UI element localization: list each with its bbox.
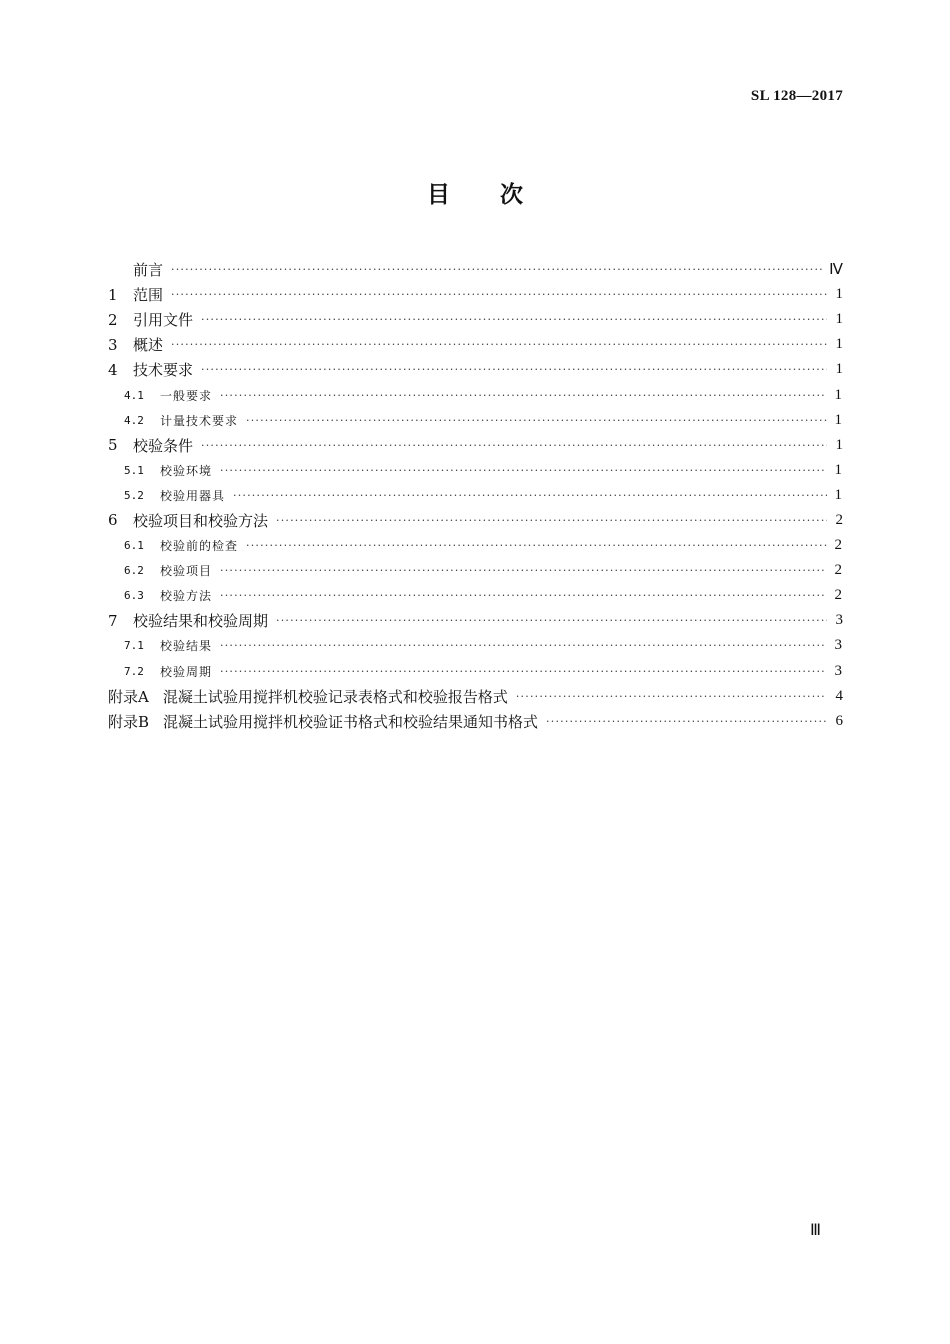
toc-leader-dots [546,715,827,728]
toc-entry[interactable] [108,583,843,608]
toc-entry[interactable] [108,332,843,357]
toc-entry-number: 6.2 [124,564,144,578]
toc-entry-page: 2 [834,562,843,579]
toc-entry-title: 技术要求 [133,361,194,380]
toc-entry[interactable] [108,382,843,407]
toc-entry[interactable] [108,684,843,709]
toc-entry-title: 前言 [133,261,164,280]
toc-leader-dots [201,439,827,452]
toc-entry-title: 概述 [133,336,164,355]
toc-entry-title: 混凝土试验用搅拌机校验证书格式和校验结果通知书格式 [163,712,539,731]
toc-entry[interactable] [108,458,843,483]
toc-entry-title: 校验结果和校验周期 [133,612,269,631]
toc-leader-dots [220,564,827,577]
toc-entry-title: 一般要求 [160,388,213,403]
toc-entry-page: Ⅳ [829,262,843,279]
toc-leader-dots [201,313,827,326]
toc-entry-number: 6.1 [124,539,144,553]
toc-leader-dots [220,665,827,678]
toc-entry-number: 附录B [108,712,150,731]
toc-entry[interactable] [108,282,843,307]
table-of-contents [108,257,843,734]
toc-entry-page: 1 [835,336,843,353]
toc-leader-dots [233,489,827,502]
page-title [0,176,950,209]
toc-entry-number: 4 [108,360,118,379]
toc-entry-number: 7 [108,611,118,630]
toc-entry-page: 2 [834,587,843,604]
toc-leader-dots [276,514,827,527]
page-title-left: 目 [427,182,450,208]
toc-entry[interactable] [108,357,843,382]
toc-entry-title: 校验方法 [160,589,213,604]
toc-entry-title: 混凝土试验用搅拌机校验记录表格式和校验报告格式 [162,687,508,706]
toc-entry[interactable] [108,508,843,533]
toc-entry-title: 校验结果 [160,639,213,654]
toc-leader-dots [220,464,827,477]
toc-entry-page: 4 [835,687,843,704]
toc-entry-number: 1 [108,285,118,304]
toc-leader-dots [171,338,827,351]
toc-entry-number: 4.1 [124,388,144,402]
toc-entry-page: 6 [835,712,843,729]
toc-entry-page: 3 [834,637,843,654]
toc-entry-number: 附录A [108,687,149,706]
toc-entry-number: 6.3 [124,589,144,603]
toc-entry-number: 7.2 [124,664,144,678]
toc-entry-page: 1 [834,486,843,503]
toc-leader-dots [201,363,827,376]
toc-entry-page: 3 [834,662,843,679]
page-number: Ⅲ [810,1222,822,1239]
toc-entry-page: 1 [835,361,843,378]
toc-entry-title: 校验前的检查 [160,539,239,554]
toc-entry-title: 校验用器具 [160,488,226,503]
toc-entry-title: 校验环境 [160,463,213,478]
toc-entry[interactable] [108,257,843,282]
toc-leader-dots [516,690,827,703]
toc-entry[interactable] [108,608,843,633]
toc-entry-page: 3 [835,612,843,629]
toc-entry[interactable] [108,659,843,684]
toc-entry-page: 1 [835,436,843,453]
toc-entry-number: 2 [108,310,118,329]
document-code: SL 128—2017 [750,88,843,104]
toc-leader-dots [171,288,827,301]
toc-entry-number: 3 [108,335,118,354]
toc-leader-dots [276,614,827,627]
page-title-right: 次 [500,182,523,208]
toc-leader-dots [171,263,823,276]
toc-entry-title: 范围 [133,286,164,305]
toc-entry-page: 2 [834,537,843,554]
toc-leader-dots [246,539,827,552]
toc-entry[interactable] [108,408,843,433]
toc-entry-number: 5.1 [124,463,144,477]
toc-entry-title: 校验项目和校验方法 [133,511,269,530]
toc-leader-dots [246,414,827,427]
toc-entry-number: 5.2 [124,488,144,502]
toc-entry-page: 1 [835,311,843,328]
toc-entry-title: 校验项目 [160,564,213,579]
toc-entry-page: 1 [835,286,843,303]
toc-entry-page: 1 [834,461,843,478]
toc-entry[interactable] [108,307,843,332]
toc-entry[interactable] [108,709,843,734]
toc-entry[interactable] [108,433,843,458]
toc-entry-title: 计量技术要求 [160,413,239,428]
toc-entry-title: 校验周期 [160,664,213,679]
toc-entry-page: 2 [835,511,843,528]
toc-entry[interactable] [108,633,843,658]
toc-entry[interactable] [108,558,843,583]
toc-entry-number: 4.2 [124,413,144,427]
toc-leader-dots [220,639,827,652]
toc-entry[interactable] [108,483,843,508]
toc-entry-number: 6 [108,511,118,530]
toc-entry-number: 5 [108,436,118,455]
toc-entry-page: 1 [834,386,843,403]
toc-entry-title: 校验条件 [133,436,194,455]
toc-leader-dots [220,589,827,602]
toc-entry-number: 7.1 [124,639,144,653]
toc-entry[interactable] [108,533,843,558]
toc-leader-dots [220,389,827,402]
toc-entry-title: 引用文件 [133,311,194,330]
toc-entry-page: 1 [834,411,843,428]
